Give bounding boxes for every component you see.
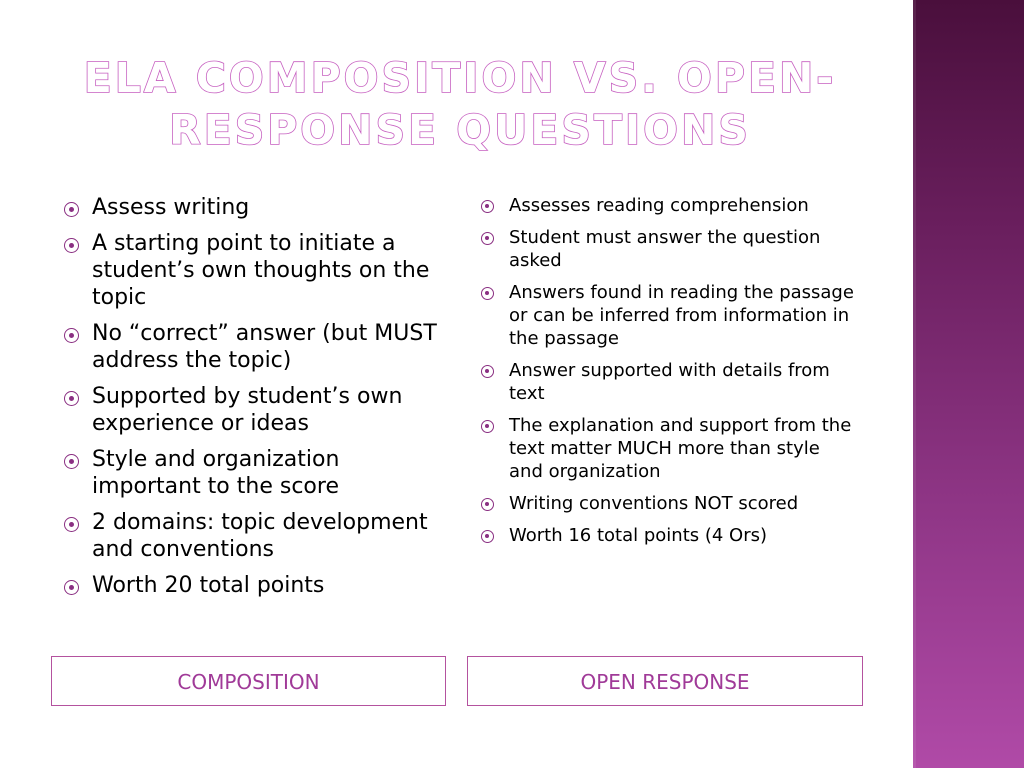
bullet-icon [64, 202, 79, 217]
composition-bullet-item [62, 194, 437, 221]
bullet-icon [481, 420, 494, 433]
bullet-icon [481, 365, 494, 378]
bullet-icon [64, 391, 79, 406]
open-response-bullet-item [478, 492, 858, 515]
bullet-text: Assess writing [92, 195, 250, 220]
composition-column [62, 194, 437, 608]
bullet-text: Worth 16 total points (4 Ors) [509, 525, 768, 546]
bullet-text: Writing conventions NOT scored [509, 493, 799, 514]
open-response-bullet-list [478, 194, 858, 547]
open-response-column [478, 194, 858, 556]
bullet-icon [64, 328, 79, 343]
open-response-bullet-item [478, 414, 858, 483]
bullet-icon [481, 287, 494, 300]
side-bar-edge [913, 0, 916, 768]
bullet-icon [481, 200, 494, 213]
bullet-text: No “correct” answer (but MUST address the topic) [92, 321, 437, 373]
bullet-icon [64, 238, 79, 253]
bullet-icon [481, 498, 494, 511]
bullet-text: A starting point to initiate a student’s own thoughts on the topic [92, 231, 430, 310]
bullet-icon [64, 454, 79, 469]
bullet-icon [64, 580, 79, 595]
bullet-text: Answer supported with details from text [509, 360, 830, 404]
composition-bullet-item [62, 320, 437, 374]
open-response-bullet-item [478, 524, 858, 547]
bullet-text: Assesses reading comprehension [509, 195, 809, 216]
composition-bullet-item [62, 572, 437, 599]
composition-bullet-item [62, 230, 437, 311]
bullet-icon [481, 232, 494, 245]
bullet-icon [481, 530, 494, 543]
composition-bullet-item [62, 383, 437, 437]
bullet-text: Student must answer the question asked [509, 227, 821, 271]
bullet-text: Supported by student’s own experience or ideas [92, 384, 403, 436]
open-response-bullet-item [478, 281, 858, 350]
bullet-text: Answers found in reading the passage or can be inferred from information in the passage [509, 282, 854, 349]
bullet-text: 2 domains: topic development and conventions [92, 510, 428, 562]
open-response-label: OPEN RESPONSE [467, 656, 863, 706]
bullet-icon [64, 517, 79, 532]
composition-bullet-item [62, 446, 437, 500]
decorative-side-bar [913, 0, 1024, 768]
bullet-text: Worth 20 total points [92, 573, 325, 598]
composition-bullet-item [62, 509, 437, 563]
open-response-bullet-item [478, 194, 858, 217]
slide-title: ELA COMPOSITION VS. OPEN-RESPONSE QUESTIONS [83, 54, 837, 154]
open-response-bullet-item [478, 359, 858, 405]
open-response-bullet-item [478, 226, 858, 272]
bullet-text: The explanation and support from the text matter MUCH more than style and organization [509, 415, 852, 482]
bullet-text: Style and organization important to the score [92, 447, 340, 499]
composition-bullet-list [62, 194, 437, 599]
composition-label: COMPOSITION [51, 656, 446, 706]
